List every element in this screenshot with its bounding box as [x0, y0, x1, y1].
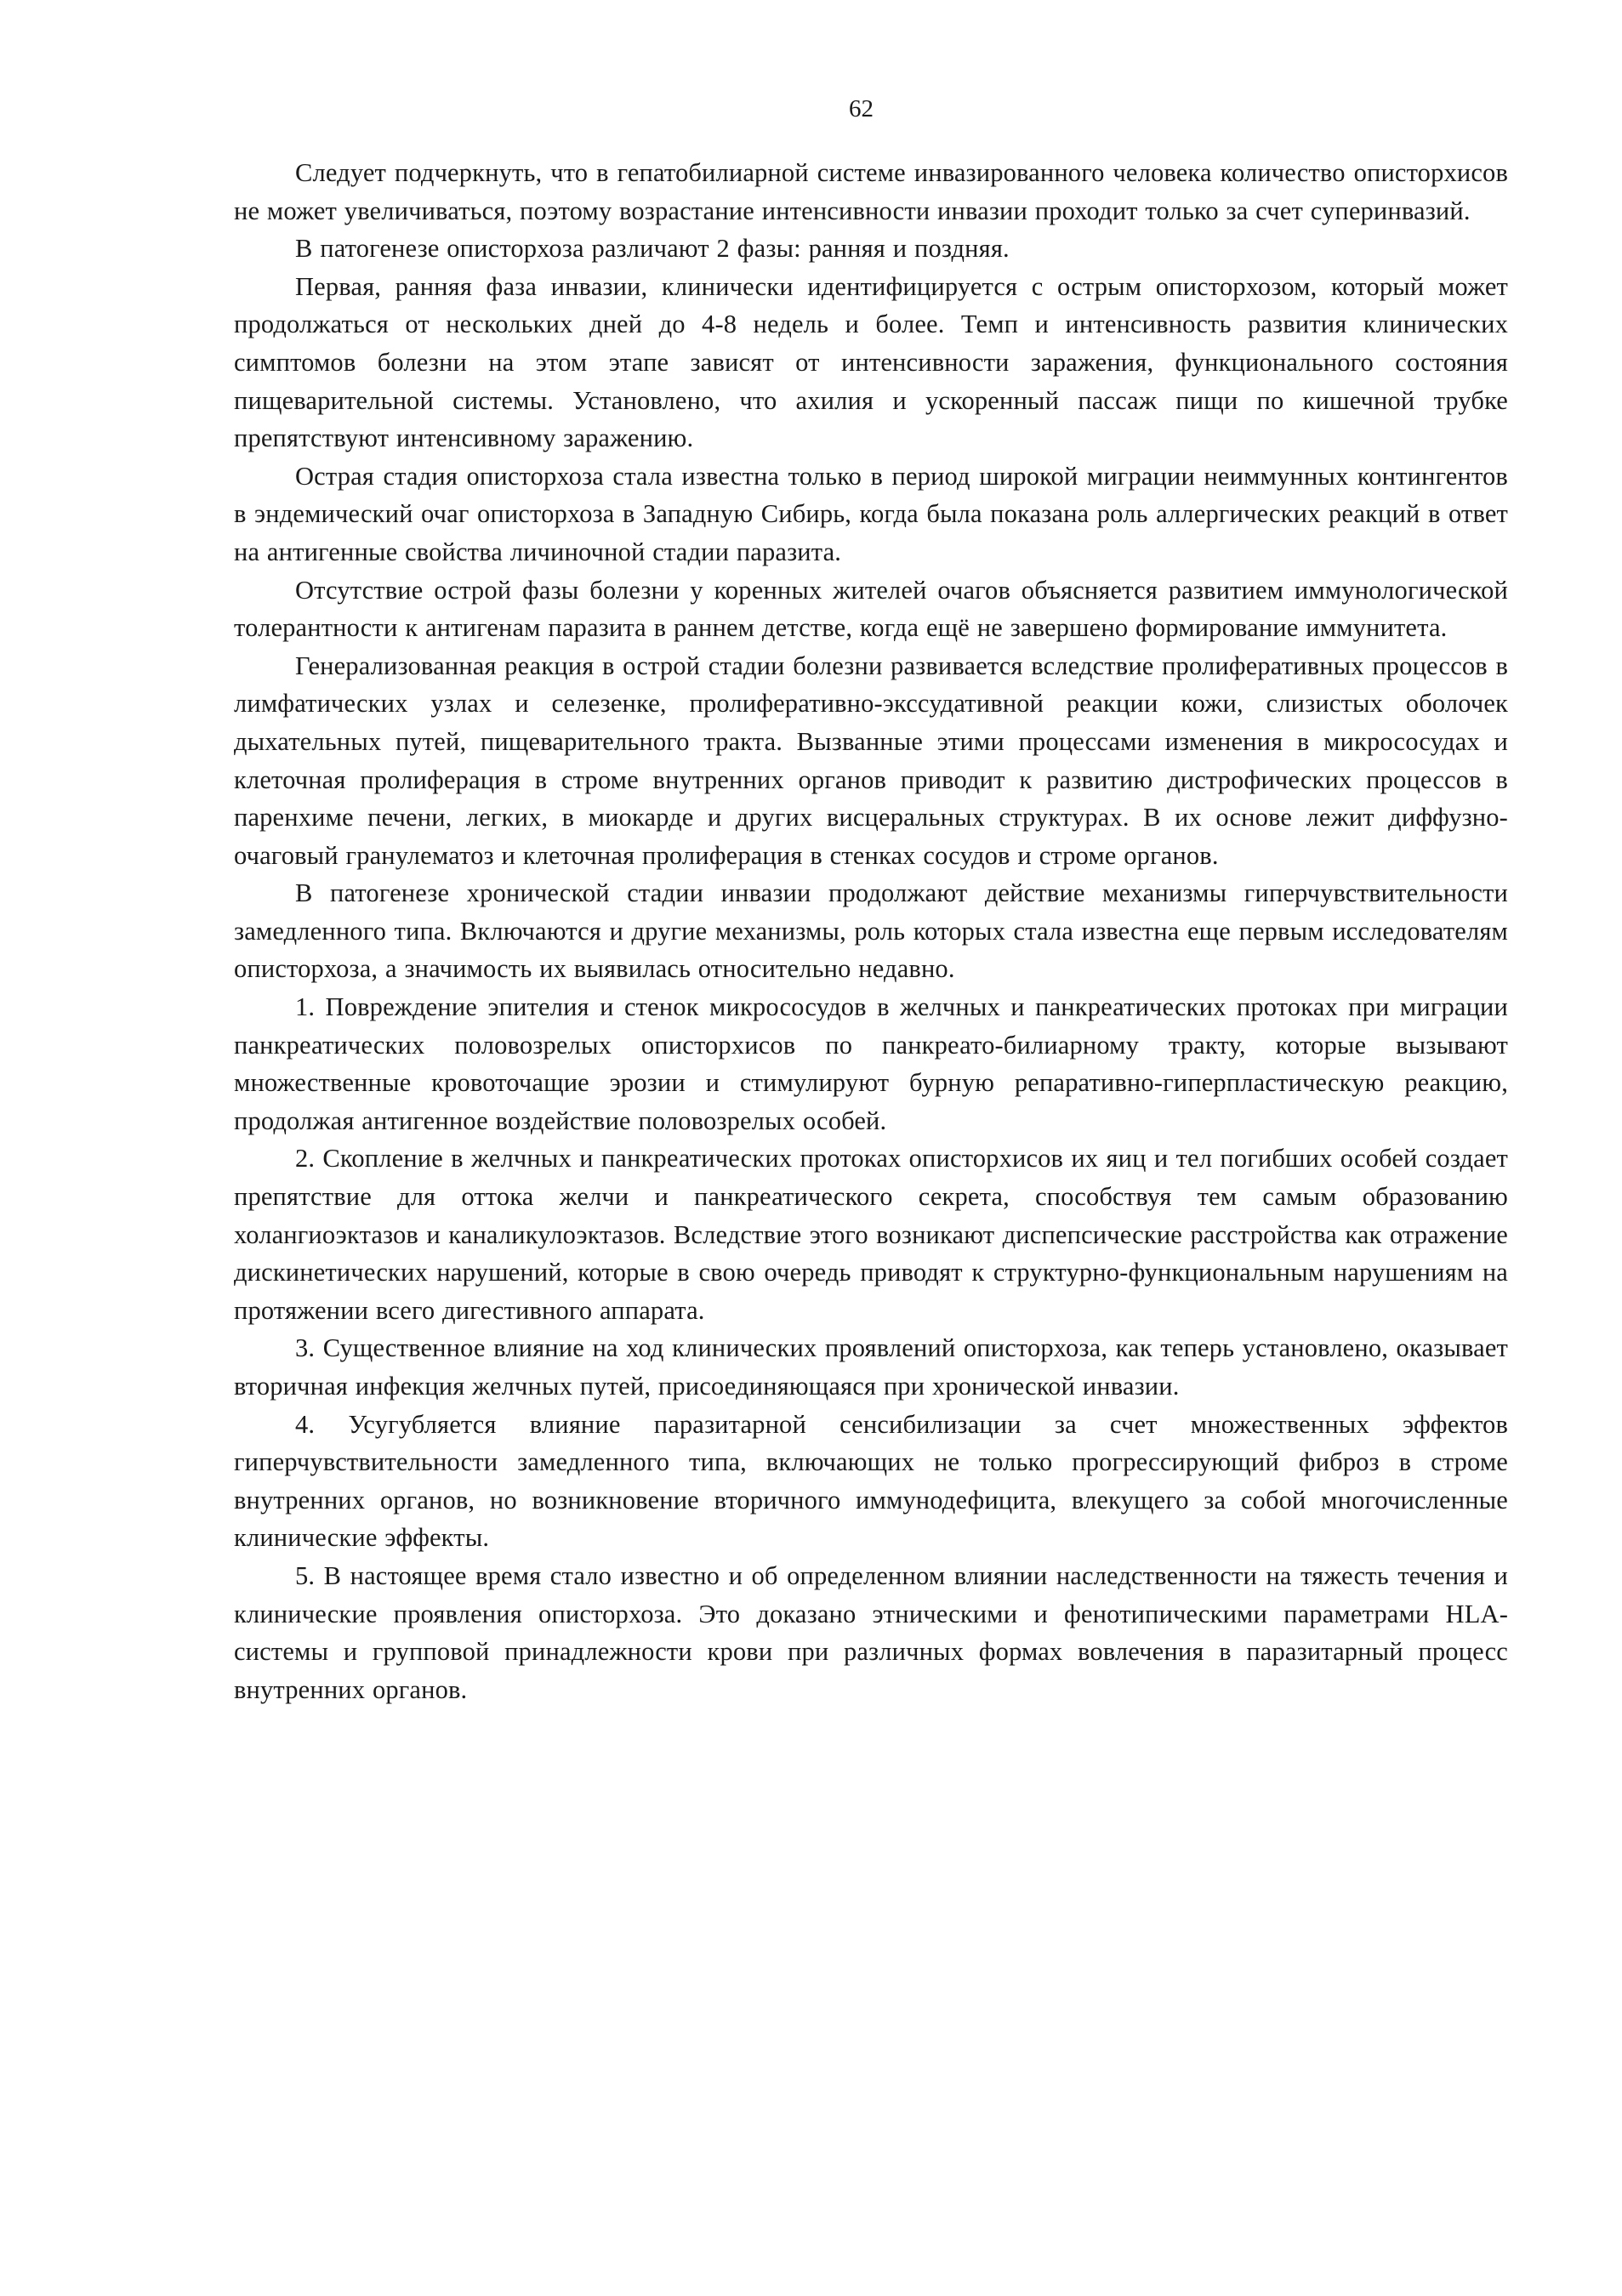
list-item-3: 3. Существенное влияние на ход клинических проявлений описторхоза, как теперь установлено, оказывает вторичная инфекция желчных путей, присоединяющаяся при хронической инвазии.	[234, 1333, 1508, 1401]
document-body	[234, 154, 1508, 1708]
list-item-2: 2. Скопление в желчных и панкреатических протоках описторхисов их яиц и тел погибших особей создает препятствие для оттока желчи и панкреатического секрета, способствуя тем самым образованию холангиоэктазов и каналикулоэктазов. Вследствие этого возникают диспепсические расстройства как отражение дискинетических нарушений, которые в свою очередь приводят к структурно-функциональным нарушениям на протяжении всего дигестивного аппарата.	[234, 1144, 1508, 1325]
page-number: 62	[849, 95, 874, 122]
paragraph-tolerance: Отсутствие острой фазы болезни у коренных жителей очагов объясняется развитием иммунологической толерантности к антигенам паразита в раннем детстве, когда ещё не завершено формирование иммунитета.	[234, 575, 1508, 643]
paragraph-acute-stage: Острая стадия описторхоза стала известна только в период широкой миграции неиммунных контингентов в эндемический очаг описторхоза в Западную Сибирь, когда была показана роль аллергических реакций в ответ на антигенные свойства личиночной стадии паразита.	[234, 461, 1508, 566]
list-item-5: 5. В настоящее время стало известно и об определенном влиянии наследственности на тяжесть течения и клинические проявления описторхоза. Это доказано этническими и фенотипическими параметрами HLA-системы и групповой принадлежности крови при различных формах вовлечения в паразитарный процесс внутренних органов.	[234, 1560, 1508, 1704]
list-item-1: 1. Повреждение эпителия и стенок микрососудов в желчных и панкреатических протоках при миграции панкреатических половозрелых описторхисов по панкреато-билиарному тракту, которые вызывают множественные кровоточащие эрозии и стимулируют бурную репаративно-гиперпластическую реакцию, продолжая антигенное воздействие половозрелых особей.	[234, 992, 1508, 1135]
paragraph-chronic-stage: В патогенезе хронической стадии инвазии продолжают действие механизмы гиперчувствительности замедленного типа. Включаются и другие механизмы, роль которых стала известна еще первым исследователям описторхоза, а значимость их выявилась относительно недавно.	[234, 878, 1508, 984]
paragraph-early-phase: Первая, ранняя фаза инвазии, клинически идентифицируется с острым описторхозом, который может продолжаться от нескольких дней до 4-8 недель и более. Темп и интенсивность развития клинических симптомов болезни на этом этапе зависят от интенсивности заражения, функционального состояния пищеварительной системы. Установлено, что ахилия и ускоренный пассаж пищи по кишечной трубке препятствуют интенсивному заражению.	[234, 271, 1508, 453]
list-item-4: 4. Усугубляется влияние паразитарной сенсибилизации за счет множественных эффектов гиперчувствительности замедленного типа, включающих не только прогрессирующий фиброз в строме внутренних органов, но возникновение вторичного иммунодефицита, влекущего за собой многочисленные клинические эффекты.	[234, 1409, 1508, 1553]
paragraph-phases: В патогенезе описторхоза различают 2 фазы: ранняя и поздняя.	[295, 234, 1010, 264]
paragraph-superinvasion: Следует подчеркнуть, что в гепатобилиарной системе инвазированного человека количество описторхисов не может увеличиваться, поэтому возрастание интенсивности инвазии проходит только за счет суперинвазий.	[234, 158, 1508, 225]
paragraph-generalized-reaction: Генерализованная реакция в острой стадии болезни развивается вследствие пролиферативных процессов в лимфатических узлах и селезенке, пролиферативно-экссудативной реакции кожи, слизистых оболочек дыхательных путей, пищеварительного тракта. Вызванные этими процессами изменения в микрососудах и клеточная пролиферация в строме внутренних органов приводит к развитию дистрофических процессов в паренхиме печени, легких, в миокарде и других висцеральных структурах. В их основе лежит диффузно-очаговый гранулематоз и клеточная пролиферация в стенках сосудов и строме органов.	[234, 651, 1508, 870]
